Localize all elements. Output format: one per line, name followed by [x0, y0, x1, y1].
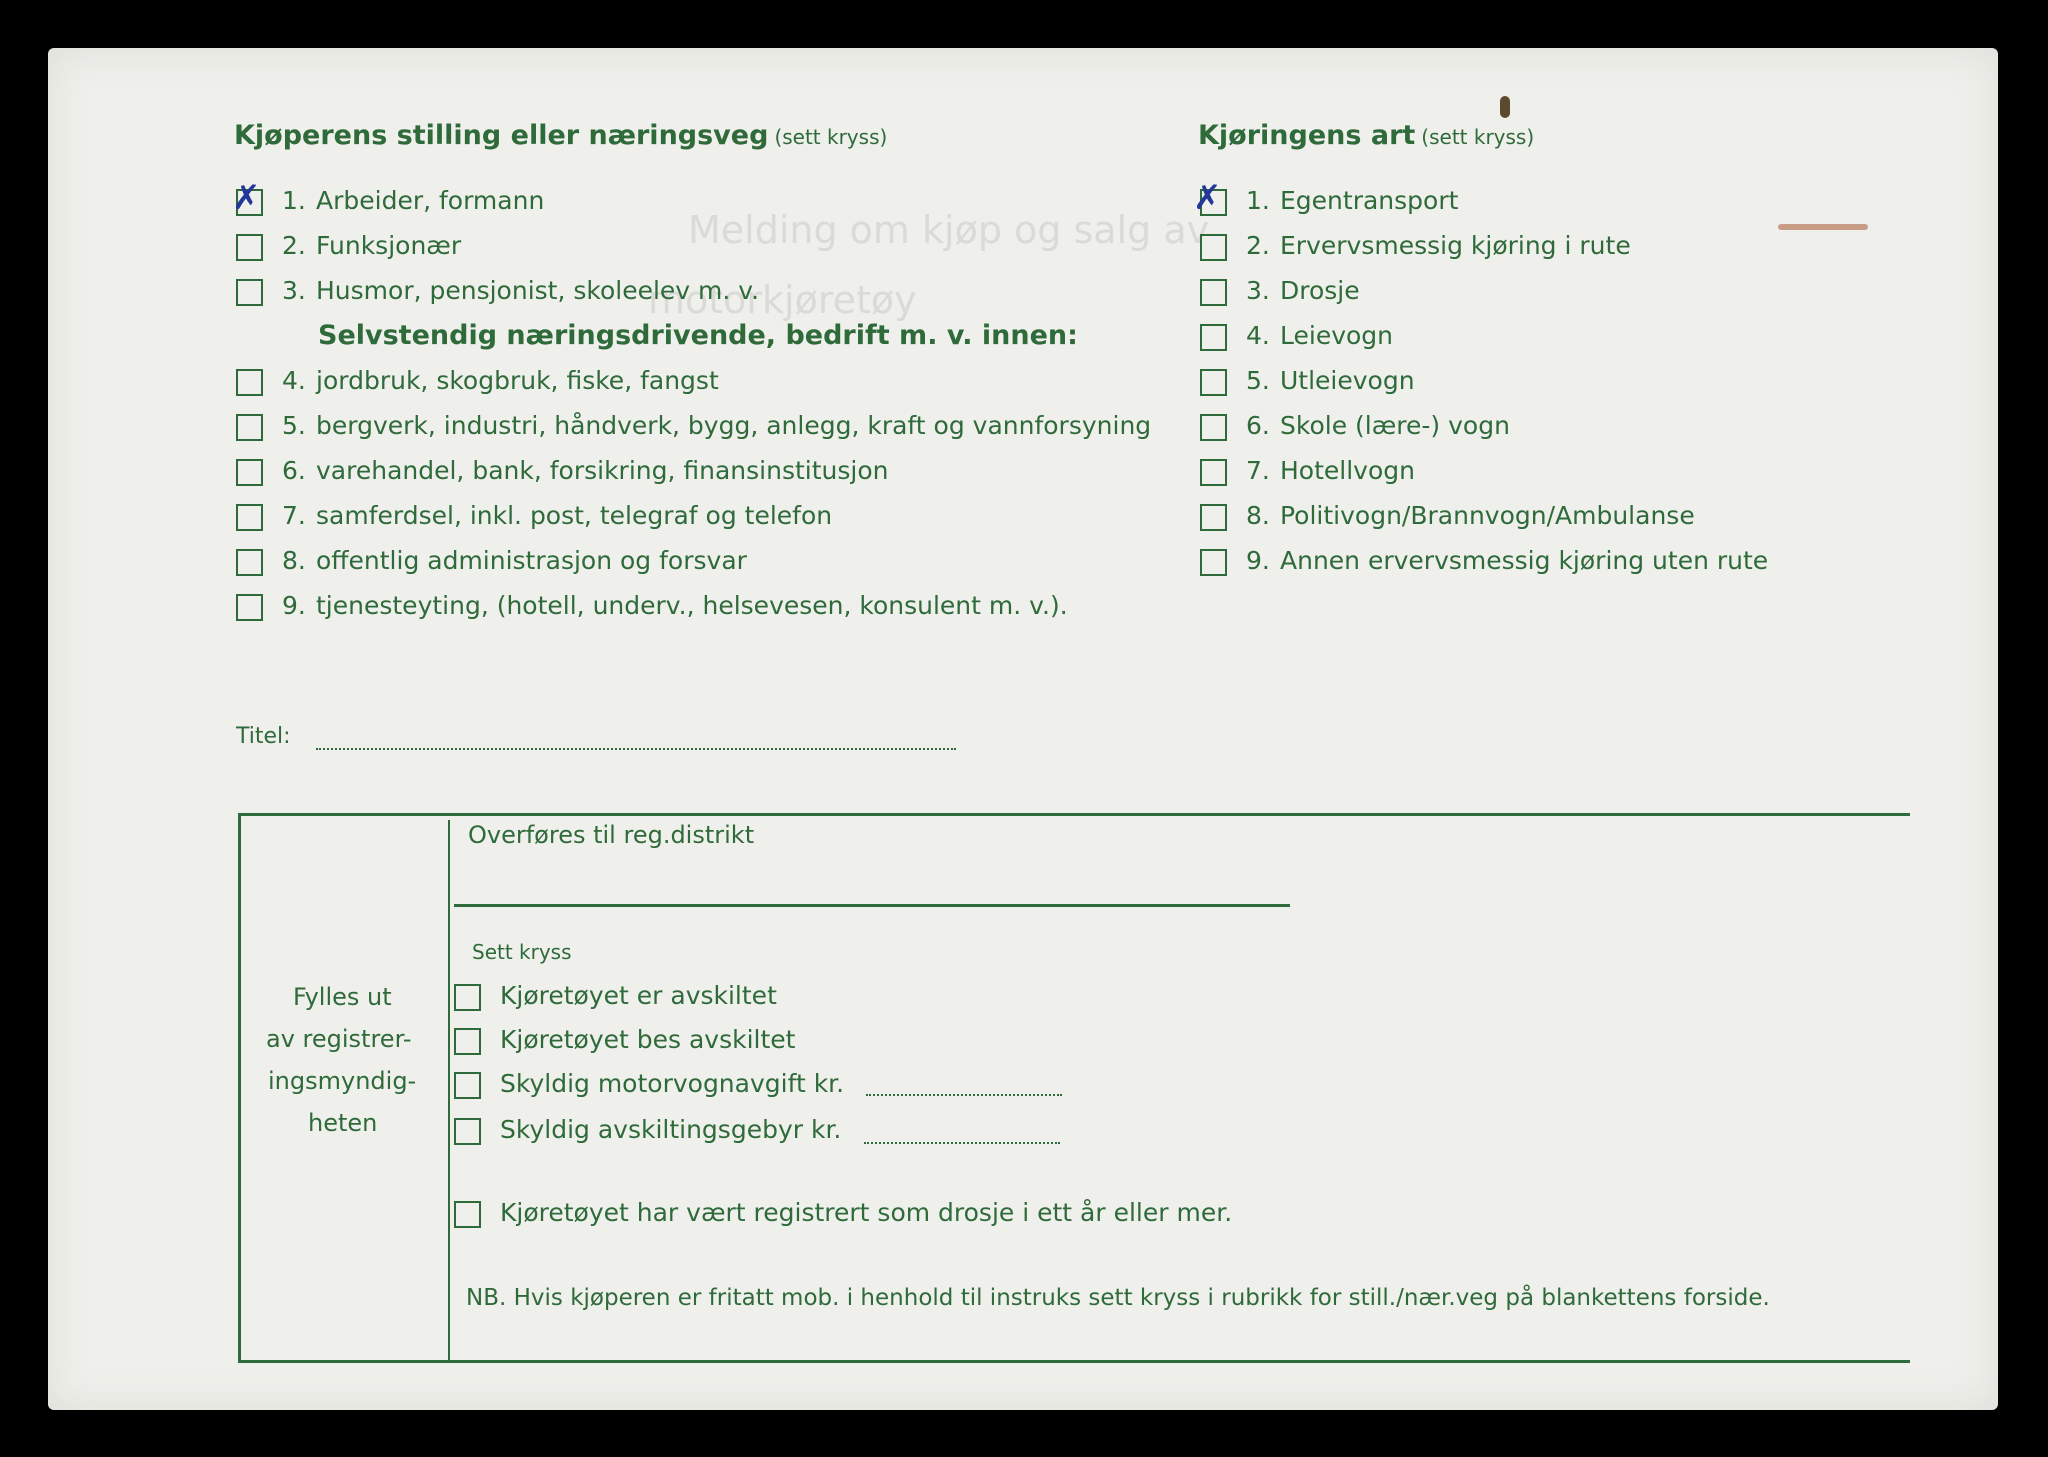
driving-checkbox-6[interactable]	[1200, 414, 1227, 441]
driving-item-5: 5. Utleievogn	[1246, 366, 1415, 395]
tick-hint: Sett kryss	[472, 940, 572, 964]
buyer-item-6: 6. varehandel, bank, forsikring, finansinstitusjon	[282, 456, 889, 485]
buyer-checkbox-3[interactable]	[236, 279, 263, 306]
driving-item-7: 7. Hotellvogn	[1246, 456, 1415, 485]
driving-item-2: 2. Ervervsmessig kjøring i rute	[1246, 231, 1631, 260]
buyer-checkbox-9[interactable]	[236, 594, 263, 621]
transfer-label: Overføres til reg.distrikt	[468, 821, 755, 849]
note-text: NB. Hvis kjøperen er fritatt mob. i henhold til instruks sett kryss i rubrikk for still./nær.veg på blankettens forside.	[466, 1285, 1770, 1311]
buyer-item-9: 9. tjenesteyting, (hotell, underv., helsevesen, konsulent m. v.).	[282, 591, 1068, 620]
registry-box	[238, 813, 1910, 1363]
bleed-through-title: Melding om kjøp og salg av	[688, 208, 1210, 252]
registry-item-2: Kjøretøyet bes avskiltet	[500, 1025, 796, 1054]
driving-item-4: 4. Leievogn	[1246, 321, 1394, 350]
registry-item-3: Skyldig motorvognavgift kr.	[500, 1069, 845, 1098]
driving-heading-text: Kjøringens art	[1198, 120, 1416, 151]
registry-checkbox-4[interactable]	[454, 1118, 481, 1145]
driving-checkbox-8[interactable]	[1200, 504, 1227, 531]
buyer-item-4: 4. jordbruk, skogbruk, fiske, fangst	[282, 366, 719, 395]
transfer-field-line[interactable]	[454, 904, 1290, 907]
buyer-check-mark-1: ✗	[232, 178, 261, 218]
registry-item-4: Skyldig avskiltingsgebyr kr.	[500, 1115, 842, 1144]
driving-item-1: 1. Egentransport	[1246, 186, 1459, 215]
bleed-through-subtitle: motorkjøretøy	[648, 278, 917, 322]
driving-checkbox-2[interactable]	[1200, 234, 1227, 261]
driving-heading-hint: (sett kryss)	[1421, 125, 1535, 149]
registry-checkbox-1[interactable]	[454, 984, 481, 1011]
buyer-subheading: Selvstendig næringsdrivende, bedrift m. v. innen:	[318, 320, 1078, 351]
driving-checkbox-5[interactable]	[1200, 369, 1227, 396]
title-label: Titel:	[236, 724, 291, 749]
driving-item-8: 8. Politivogn/Brannvogn/Ambulanse	[1246, 501, 1695, 530]
buyer-checkbox-7[interactable]	[236, 504, 263, 531]
driving-checkbox-9[interactable]	[1200, 549, 1227, 576]
registry-side-label-1: Fylles ut	[293, 983, 392, 1011]
registry-divider-vertical	[448, 820, 450, 1363]
buyer-item-8: 8. offentlig administrasjon og forsvar	[282, 546, 747, 575]
buyer-checkbox-4[interactable]	[236, 369, 263, 396]
rust-stain	[1778, 224, 1868, 230]
buyer-item-2: 2. Funksjonær	[282, 231, 462, 260]
title-field[interactable]	[316, 748, 956, 750]
driving-item-9: 9. Annen ervervsmessig kjøring uten rute	[1246, 546, 1769, 575]
driving-checkbox-3[interactable]	[1200, 279, 1227, 306]
buyer-heading	[234, 120, 887, 151]
buyer-checkbox-5[interactable]	[236, 414, 263, 441]
form-sheet	[48, 48, 1998, 1410]
registry-item-1: Kjøretøyet er avskiltet	[500, 981, 777, 1010]
buyer-item-5: 5. bergverk, industri, håndverk, bygg, anlegg, kraft og vannforsyning	[282, 411, 1152, 440]
buyer-item-3: 3. Husmor, pensjonist, skoleelev m. v.	[282, 276, 760, 305]
buyer-heading-hint: (sett kryss)	[774, 125, 888, 149]
registry-side-label-3: ingsmyndig-	[268, 1067, 417, 1095]
taxi-item: Kjøretøyet har vært registrert som drosje i ett år eller mer.	[500, 1198, 1233, 1227]
driving-check-mark-1: ✗	[1193, 178, 1222, 218]
buyer-heading-text: Kjøperens stilling eller næringsveg	[234, 120, 769, 151]
driving-item-3: 3. Drosje	[1246, 276, 1360, 305]
buyer-item-7: 7. samferdsel, inkl. post, telegraf og telefon	[282, 501, 833, 530]
buyer-checkbox-2[interactable]	[236, 234, 263, 261]
driving-checkbox-7[interactable]	[1200, 459, 1227, 486]
buyer-checkbox-8[interactable]	[236, 549, 263, 576]
driving-checkbox-4[interactable]	[1200, 324, 1227, 351]
plate-fee-amount-field[interactable]	[864, 1142, 1060, 1144]
registry-checkbox-3[interactable]	[454, 1072, 481, 1099]
registry-checkbox-2[interactable]	[454, 1028, 481, 1055]
registry-side-label-2: av registrer-	[266, 1025, 412, 1053]
buyer-checkbox-6[interactable]	[236, 459, 263, 486]
motor-tax-amount-field[interactable]	[866, 1094, 1062, 1096]
driving-item-6: 6. Skole (lære-) vogn	[1246, 411, 1510, 440]
driving-heading	[1198, 120, 1534, 151]
buyer-item-1: 1. Arbeider, formann	[282, 186, 545, 215]
registry-checkbox-taxi[interactable]	[454, 1201, 481, 1228]
registry-side-label-4: heten	[308, 1109, 378, 1137]
ink-smudge	[1500, 96, 1510, 118]
